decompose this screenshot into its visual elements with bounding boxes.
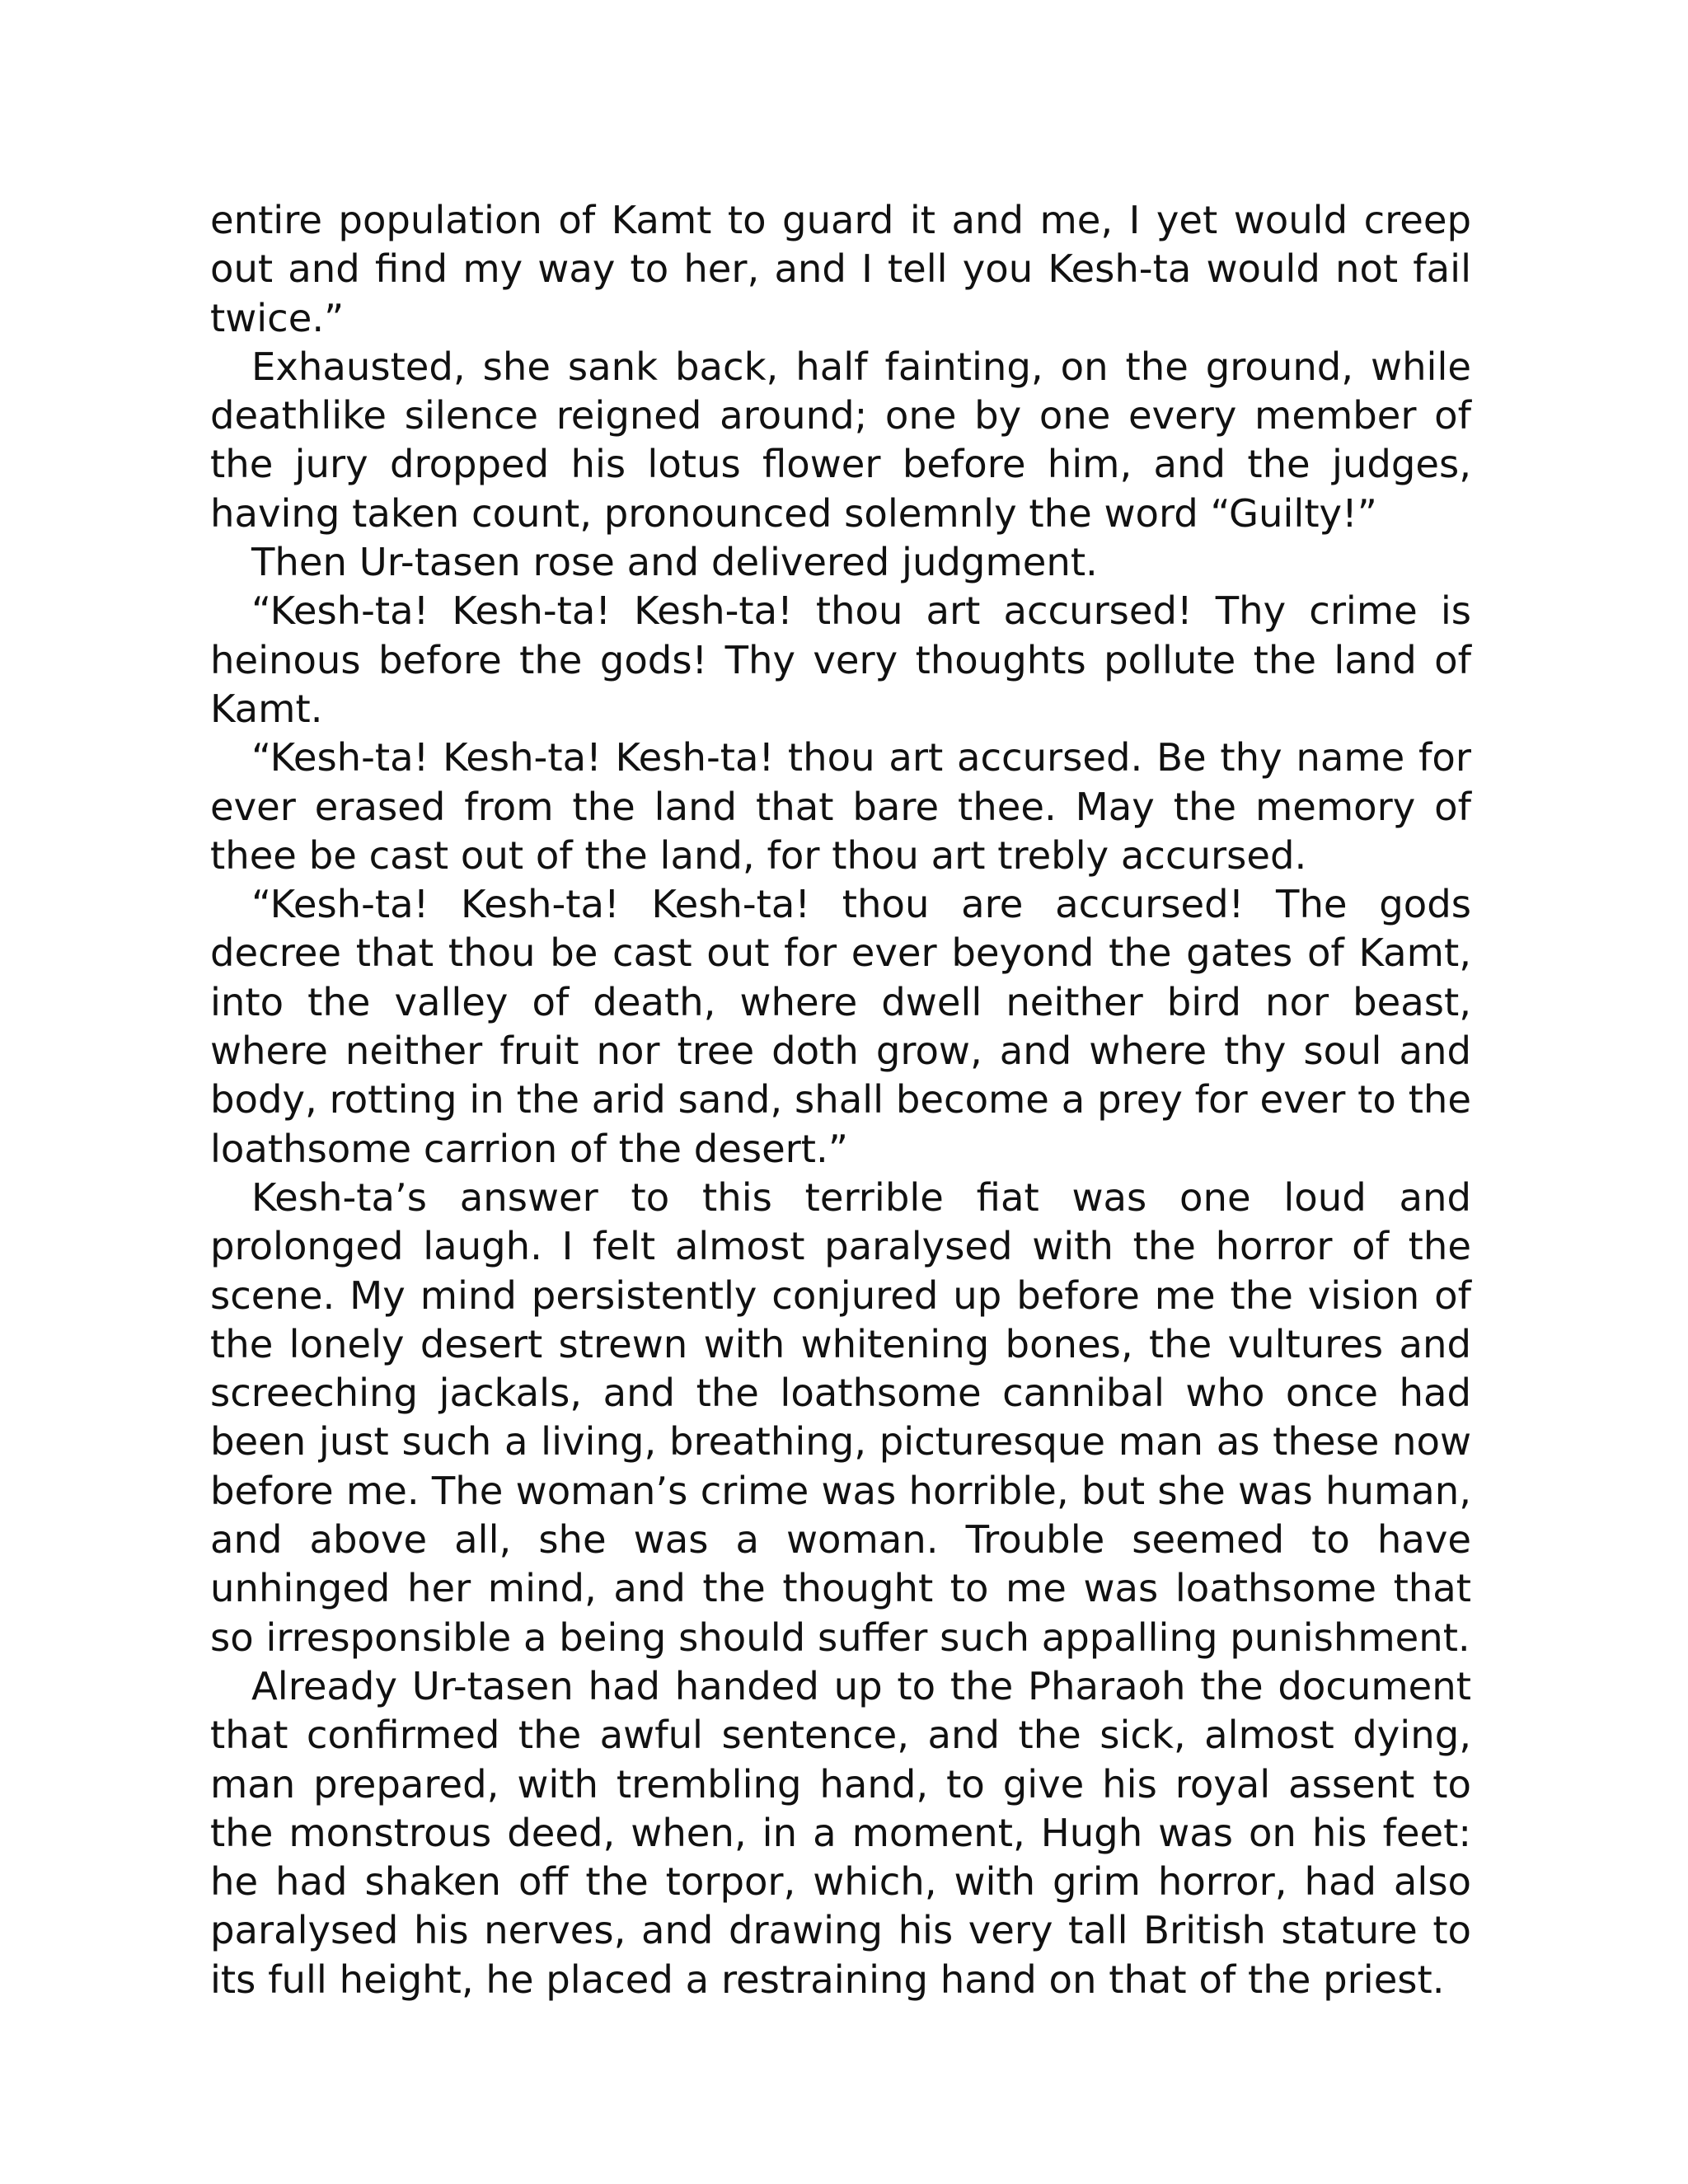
paragraph-6: “Kesh-ta! Kesh-ta! Kesh-ta! thou are accursed! The gods decree that thou be cast out for ever beyond the gates of Kamt, into the valley of death, where dwell neither bird nor beast, where neither fruit nor tree doth grow, and where thy soul and body, rotting in the arid sand, shall become a prey for ever to the loathsome carrion of the desert.” [210, 882, 1471, 1171]
paragraph-8: Already Ur-tasen had handed up to the Pharaoh the document that confirmed the awful sentence, and the sick, almost dying, man prepared, with trembling hand, to give his royal assent to the monstrous deed, when, in a moment, Hugh was on his feet: he had shaken off the torpor, which, with grim horror, had also paralysed his nerves, and drawing his very tall British stature to its full height, he placed a restraining hand on that of the priest. [210, 1663, 1471, 2002]
page-text [210, 196, 1471, 2004]
paragraph-7: Kesh-ta’s answer to this terrible fiat was one loud and prolonged laugh. I felt almost paralysed with the horror of the scene. My mind persistently conjured up before me the vision of the lonely desert strewn with whitening bones, the vultures and screeching jackals, and the loathsome cannibal who once had been just such a living, breathing, picturesque man as these now before me. The woman’s crime was horrible, but she was human, and above all, she was a woman. Trouble seemed to have unhinged her mind, and the thought to me was loathsome that so irresponsible a being should suffer such appalling punishment. [210, 1174, 1471, 1660]
paragraph-2: Exhausted, she sank back, half fainting, on the ground, while deathlike silence reigned around; one by one every member of the jury dropped his lotus flower before him, and the judges, having taken count, pronounced solemnly the word “Guilty!” [210, 344, 1471, 536]
paragraph-1: entire population of Kamt to guard it and me, I yet would creep out and find my way to her, and I tell you Kesh-ta would not fail twice.” [210, 198, 1471, 340]
paragraph-4: “Kesh-ta! Kesh-ta! Kesh-ta! thou art accursed! Thy crime is heinous before the gods! Thy very thoughts pollute the land of Kamt. [210, 588, 1471, 731]
paragraph-5: “Kesh-ta! Kesh-ta! Kesh-ta! thou art accursed. Be thy name for ever erased from the land that bare thee. May the memory of thee be cast out of the land, for thou art trebly accursed. [210, 735, 1471, 878]
paragraph-3: Then Ur-tasen rose and delivered judgment. [251, 540, 1098, 585]
